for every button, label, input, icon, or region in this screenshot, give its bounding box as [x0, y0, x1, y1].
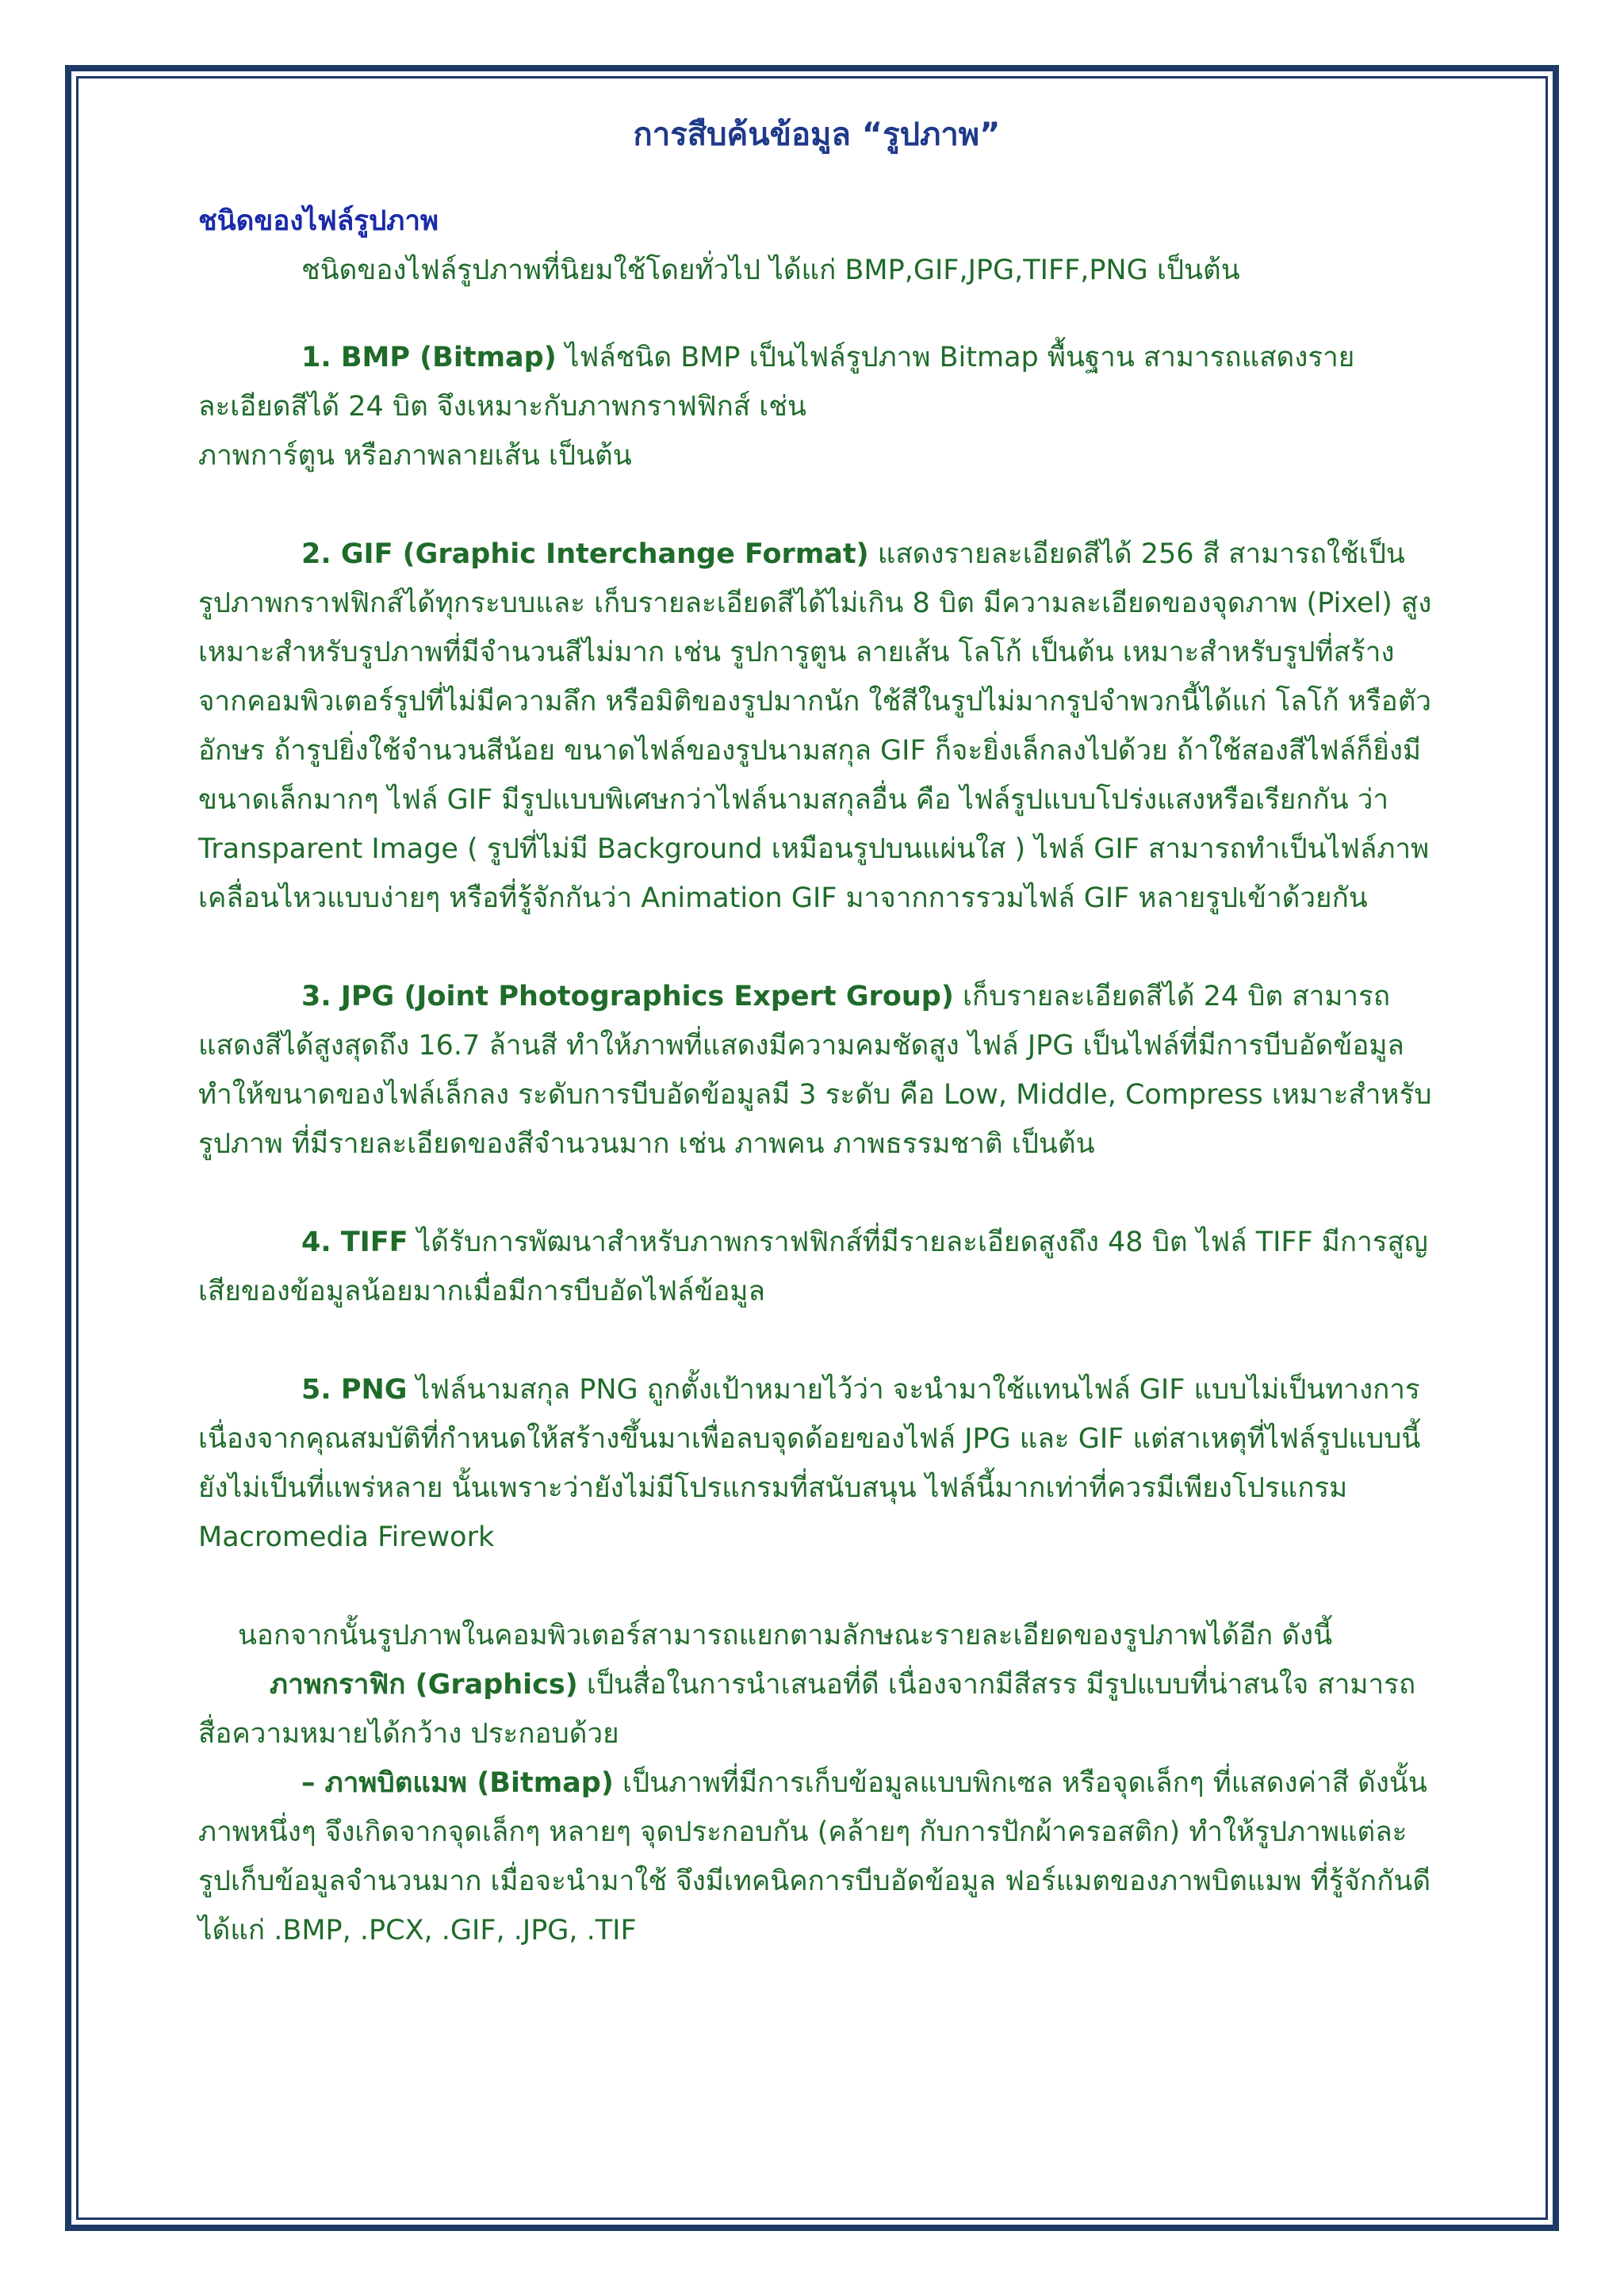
item-bmp-text: ไฟล์ชนิด BMP เป็นไฟล์รูปภาพ Bitmap พื้นฐาน สามารถแสดงรายละเอียดสีได้ 24 บิต จึงเหมาะกับภาพกราฟฟิกส์ เช่น — [198, 342, 1355, 423]
document-page — [198, 111, 1435, 1955]
item-gif-text: แสดงรายละเอียดสีได้ 256 สี สามารถใช้เป็นรูปภาพกราฟฟิกส์ได้ทุกระบบและ เก็บรายละเอียดสีได้ไม่เกิน 8 บิต มีความละเอียดของจุดภาพ (Pixel) สูง เหมาะสำหรับรูปภาพที่มีจำนวนสีไม่มาก เช่น รูปการูตูน ลายเส้น โลโก้ เป็นต้น เหมาะสำหรับรูปที่สร้างจากคอมพิวเตอร์รูปที่ไม่มีความลึก หรือมิติของรูปมากนัก ใช้สีในรูปไม่มากรูปจำพวกนี้ได้แก่ โลโก้ หรือตัวอักษร ถ้ารูปยิ่งใช้จำนวนสีน้อย ขนาดไฟล์ของรูปนามสกุล GIF ก็จะยิ่งเล็กลงไปด้วย ถ้าใช้สองสีไฟล์ก็ยิ่งมีขนาดเล็กมากๆ ไฟล์ GIF มีรูปแบบพิเศษกว่าไฟล์นามสกุลอื่น คือ ไฟล์รูปแบบโปร่งแสงหรือเรียกกัน ว่า Transparent Image ( รูปที่ไม่มี Background เหมือนรูปบนแผ่นใส ) ไฟล์ GIF สามารถทำเป็นไฟล์ภาพเคลื่อนไหวแบบง่ายๆ หรือที่รู้จักกันว่า Animation GIF มาจากการรวมไฟล์ GIF หลายรูปเข้าด้วยกัน — [198, 538, 1432, 914]
intro-paragraph: ชนิดของไฟล์รูปภาพที่นิยมใช้โดยทั่วไป ได้แก่ BMP,GIF,JPG,TIFF,PNG เป็นต้น — [301, 254, 1240, 286]
item-jpg-text: เก็บรายละเอียดสีได้ 24 บิต สามารถแสดงสีได้สูงสุดถึง 16.7 ล้านสี ทำให้ภาพที่แสดงมีความคมชัดสูง ไฟล์ JPG เป็นไฟล์ที่มีการบีบอัดข้อมูลทำให้ขนาดของไฟล์เล็กลง ระดับการบีบอัดข้อมูลมี 3 ระดับ คือ Low, Middle, Compress เหมาะสำหรับรูปภาพ ที่มีรายละเอียดของสีจำนวนมาก เช่น ภาพคน ภาพธรรมชาติ เป็นต้น — [198, 981, 1432, 1160]
item-bmp-text-cont: ภาพการ์ตูน หรือภาพลายเส้น เป็นต้น — [198, 440, 632, 472]
item-jpg — [198, 972, 1435, 1169]
bitmap-label: – ภาพบิตแมพ (Bitmap) — [301, 1767, 614, 1799]
page-title: การสืบค้นข้อมูล “รูปภาพ” — [633, 117, 1001, 153]
item-tiff — [198, 1218, 1435, 1316]
item-bmp — [198, 333, 1435, 431]
item-gif-label: 2. GIF (Graphic Interchange Format) — [301, 538, 869, 570]
item-jpg-label: 3. JPG (Joint Photographics Expert Group) — [301, 981, 954, 1012]
item-tiff-label: 4. TIFF — [301, 1226, 408, 1258]
bitmap-text: เป็นภาพที่มีการเก็บข้อมูลแบบพิกเซล หรือจุดเล็กๆ ที่แสดงค่าสี ดังนั้นภาพหนึ่งๆ จึงเกิดจากจุดเล็กๆ หลายๆ จุดประกอบกัน (คล้ายๆ กับการปักผ้าครอสติก) ทำให้รูปภาพแต่ละรูปเก็บข้อมูลจำนวนมาก เมื่อจะนำมาใช้ จึงมีเทคนิคการบีบอัดข้อมูล ฟอร์แมตของภาพบิตแมพ ที่รู้จักกันดีได้แก่ .BMP, .PCX, .GIF, .JPG, .TIF — [198, 1767, 1431, 1946]
item-bmp-label: 1. BMP (Bitmap) — [301, 342, 557, 373]
item-gif — [198, 530, 1435, 923]
bitmap-paragraph — [198, 1758, 1435, 1955]
item-png-label: 5. PNG — [301, 1374, 408, 1406]
extra-intro: นอกจากนั้นรูปภาพในคอมพิวเตอร์สามารถแยกตามลักษณะรายละเอียดของรูปภาพได้อีก ดังนี้ — [238, 1620, 1333, 1651]
section-heading: ชนิดของไฟล์รูปภาพ — [198, 205, 439, 237]
graphics-text: เป็นสื่อในการนำเสนอที่ดี เนื่องจากมีสีสรร มีรูปแบบที่น่าสนใจ สามารถสื่อความหมายได้กว้าง ประกอบด้วย — [198, 1669, 1416, 1750]
item-png-text: ไฟล์นามสกุล PNG ถูกตั้งเป้าหมายไว้ว่า จะนำมาใช้แทนไฟล์ GIF แบบไม่เป็นทางการ เนื่องจากคุณสมบัติที่กำหนดให้สร้างขึ้นมาเพื่อลบจุดด้อยของไฟล์ JPG และ GIF แต่สาเหตุที่ไฟล์รูปแบบนี้ ยังไม่เป็นที่แพร่หลาย นั้นเพราะว่ายังไม่มีโปรแกรมที่สนับสนุน ไฟล์นี้มากเท่าที่ควรมีเพียงโปรแกรม Macromedia Firework — [198, 1374, 1421, 1553]
item-png — [198, 1365, 1435, 1562]
graphics-label: ภาพกราฟิก (Graphics) — [270, 1669, 578, 1701]
graphics-paragraph — [198, 1660, 1435, 1758]
item-tiff-text: ได้รับการพัฒนาสำหรับภาพกราฟฟิกส์ที่มีรายละเอียดสูงถึง 48 บิต ไฟล์ TIFF มีการสูญเสียของข้อมูลน้อยมากเมื่อมีการบีบอัดไฟล์ข้อมูล — [198, 1226, 1428, 1307]
